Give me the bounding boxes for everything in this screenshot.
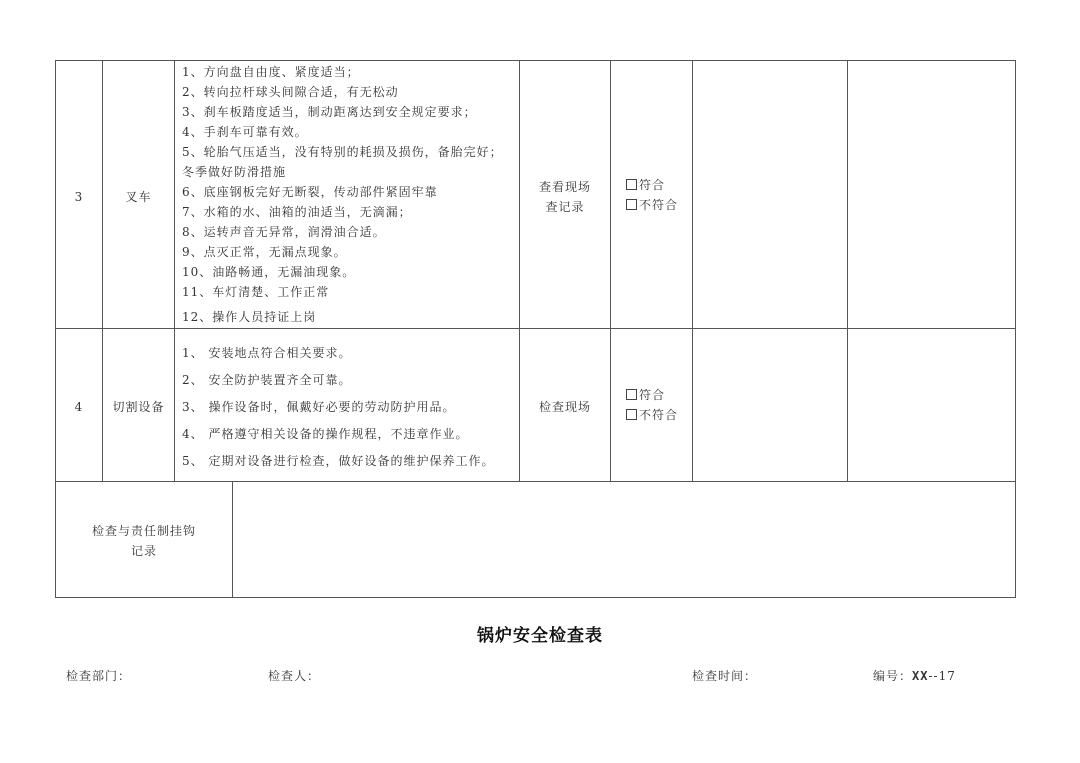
inspection-item: 6、底座钢板完好无断裂，传动部件紧固牢靠	[182, 185, 438, 199]
code-suffix: --17	[928, 669, 956, 683]
inspection-item: 9、点灭正常，无漏点现象。	[182, 245, 347, 259]
code-label: 编号：	[873, 669, 913, 683]
inspection-items	[182, 62, 503, 327]
code-value: XX	[912, 669, 929, 683]
inspection-item: 1、方向盘自由度、紧度适当；	[182, 65, 360, 79]
method-line: 查看现场	[538, 180, 591, 194]
inspection-item: 4、手刹车可靠有效。	[182, 125, 308, 139]
inspection-item: 10、油路畅通，无漏油现象。	[182, 265, 356, 279]
record-label-line: 记录	[130, 544, 157, 558]
checkbox-icon[interactable]	[626, 389, 637, 400]
checkbox-icon[interactable]	[626, 409, 637, 420]
result-options	[626, 385, 678, 425]
col-divider	[174, 61, 175, 481]
department-field[interactable]	[66, 667, 131, 684]
checkbox-icon[interactable]	[626, 179, 637, 190]
col-divider	[102, 61, 103, 481]
option-label: 符合	[639, 178, 666, 192]
form-title: 锅炉安全检查表	[477, 626, 603, 646]
inspection-item: 5、轮胎气压适当，没有特别的耗损及损伤，备胎完好；	[182, 145, 503, 159]
option-label: 不符合	[639, 408, 679, 422]
option-nonconform[interactable]	[626, 405, 678, 425]
department-label: 检查部门：	[66, 669, 132, 683]
inspection-items	[182, 340, 494, 475]
row-number: 4	[74, 400, 84, 414]
inspection-item: 3、 操作设备时，佩戴好必要的劳动防护用品。	[182, 400, 456, 414]
checklist-table	[55, 60, 1016, 598]
col-divider	[610, 61, 611, 481]
record-field[interactable]	[233, 482, 1015, 597]
inspection-item: 11、车灯清楚、工作正常	[182, 285, 330, 299]
record-label-line: 检查与责任制挂钩	[91, 524, 196, 538]
method-line: 查记录	[545, 200, 585, 214]
equipment-name: 切割设备	[112, 400, 165, 414]
option-conform[interactable]	[626, 175, 678, 195]
option-conform[interactable]	[626, 385, 678, 405]
col-divider	[519, 61, 520, 481]
time-label: 检查时间：	[692, 669, 758, 683]
inspection-item: 8、运转声音无异常，润滑油合适。	[182, 225, 386, 239]
row-number: 3	[74, 190, 84, 204]
inspection-item: 2、转向拉杆球头间隙合适，有无松动	[182, 85, 399, 99]
inspection-item: 1、 安装地点符合相关要求。	[182, 346, 352, 360]
checkbox-icon[interactable]	[626, 199, 637, 210]
time-field[interactable]	[692, 667, 757, 684]
inspection-item: 冬季做好防滑措施	[182, 165, 287, 179]
inspector-label: 检查人：	[268, 669, 321, 683]
code-field	[873, 667, 956, 684]
inspection-item: 7、水箱的水、油箱的油适当，无滴漏；	[182, 205, 412, 219]
inspection-item: 12、操作人员持证上岗	[182, 310, 317, 324]
inspection-item: 4、 严格遵守相关设备的操作规程，不违章作业。	[182, 427, 469, 441]
option-label: 符合	[639, 388, 666, 402]
option-label: 不符合	[639, 198, 679, 212]
inspection-item: 3、刹车板踏度适当，制动距离达到安全规定要求；	[182, 105, 477, 119]
result-options	[626, 175, 678, 215]
inspection-method	[520, 177, 610, 217]
record-label	[56, 521, 232, 561]
row-divider	[56, 328, 1015, 329]
col-divider	[692, 61, 693, 481]
equipment-name: 叉车	[125, 190, 152, 204]
inspection-item: 5、 定期对设备进行检查，做好设备的维护保养工作。	[182, 454, 495, 468]
col-divider	[847, 61, 848, 481]
inspection-method: 检查现场	[538, 400, 591, 414]
option-nonconform[interactable]	[626, 195, 678, 215]
inspection-item: 2、 安全防护装置齐全可靠。	[182, 373, 352, 387]
inspector-field[interactable]	[268, 667, 320, 684]
